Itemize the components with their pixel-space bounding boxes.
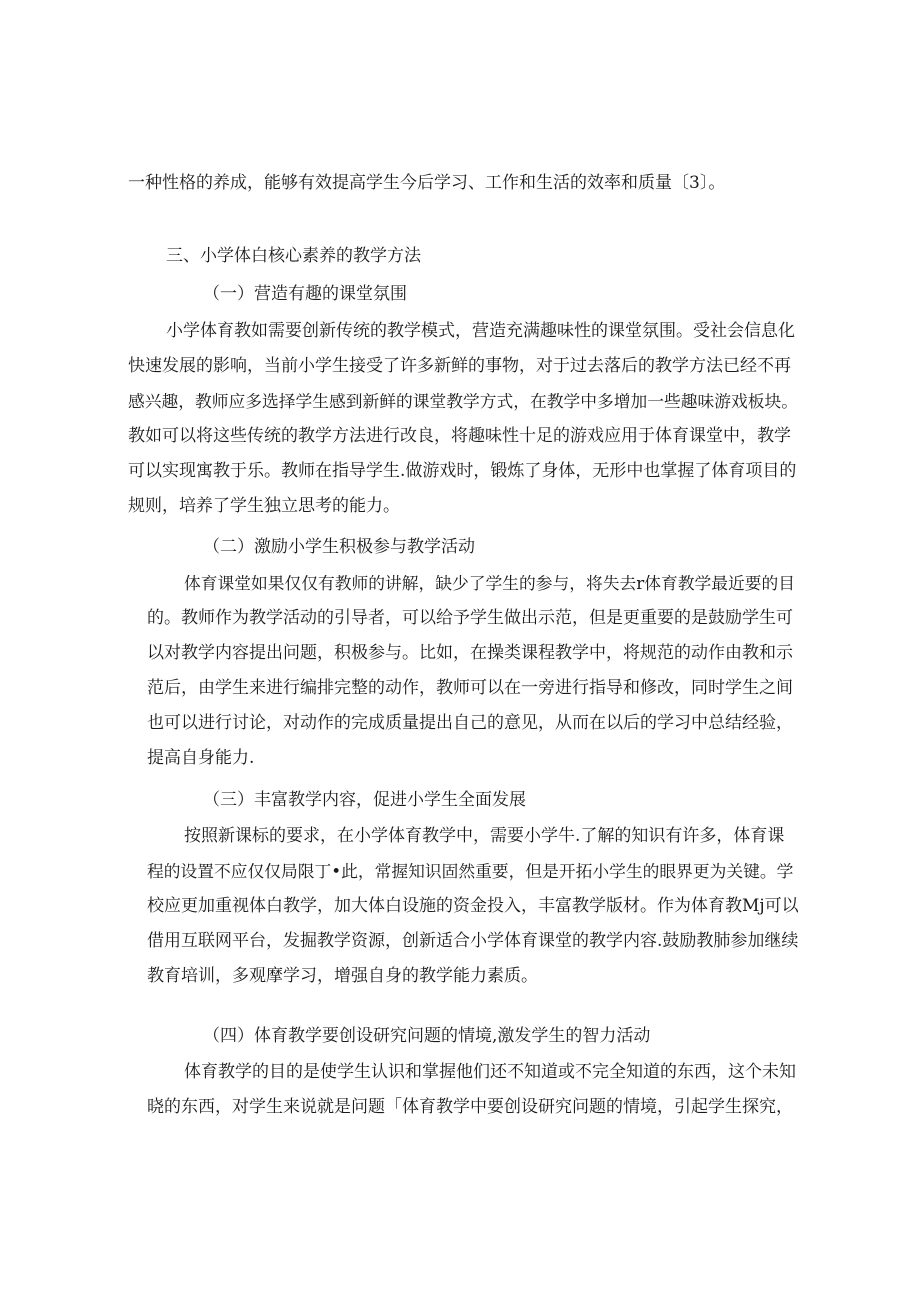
paragraph-line: 提高自身能力. [147,748,255,768]
paragraph-line: 感兴趣，教师应多选择学生感到新鲜的课堂教学方式，在教学中多增加一些趣味游戏板块。 [128,391,799,411]
paragraph-line: 规则，培养了学生独立思考的能力。 [128,496,400,516]
paragraph-line: 快速发展的影响，当前小学生接受了许多新鲜的事物，对于过去落后的教学方法已经不再 [128,356,791,376]
paragraph-line: 借用互联网平台，发掘教学资源，创新适合小学体育课堂的教学内容.鼓励教肺参加继续 [147,931,799,951]
paragraph-line: 范后，由学生来进行编排完整的动作，教师可以在一旁进行指导和修改，同时学生之间 [147,678,793,698]
paragraph-line: 校应更加重视体白教学，加大体白设施的资金投入，丰富教学版材。作为体育教Mj可以 [147,896,799,916]
subsection-heading: （二）激励小学生积极参与教学活动 [203,537,475,557]
paragraph-line: 小学体育教如需要创新传统的教学模式，营造充满趣味性的课堂氛围。受社会信息化 [166,321,795,341]
paragraph-line: 体育教学的目的是使学生认识和掌握他们还不知道或不完全知道的东西，这个未知 [184,1062,796,1082]
paragraph-line: 按照新课标的要求，在小学体育教学中，需要小学牛.了解的知识有许多，体育课 [184,826,785,846]
paragraph-line: 体育课堂如果仅仅有教师的讲解，缺少了学生的参与，将失去r体育教学最近要的目 [184,573,796,593]
paragraph-line: 晓的东西，对学生来说就是问题「体育教学中要创设研究问题的情境，引起学生探究， [147,1097,793,1117]
paragraph-line: 教如可以将这些传统的教学方法进行改良，将趣味性十足的游戏应用于体育课堂中，教学 [128,426,791,446]
paragraph-line: 的。教师作为教学活动的引导者，可以给予学生做出示范，但是更重要的是鼓励学生可 [147,608,793,628]
subsection-heading: （三）丰富教学内容，促进小学生全面发展 [203,790,526,810]
subsection-heading: （四）体育教学要创设研究问题的情境,激发学生的智力活动 [203,1026,651,1046]
paragraph-line: 以对教学内容提出问题，积极参与。比如，在操类课程教学中，将规范的动作由教和示 [147,643,793,663]
paragraph-line: 可以实现寓教于乐。教师在指导学生.做游戏时，锻炼了身体，无形中也掌握了体育项目的 [128,461,797,481]
paragraph-line: 也可以进行讨论，对动作的完成质量提出自己的意见，从而在以后的学习中总结经验， [147,713,793,733]
paragraph-line: 教育培训，多观摩学习，增强自身的教学能力素质。 [147,966,538,986]
paragraph-line: 程的设置不应仅仅局限丁•此，常握知识固然重要，但是开拓小学生的眼界更为关键。学 [147,861,794,881]
subsection-heading: （一）营造有趣的课堂氛围 [203,284,407,304]
section-heading: 三、小学体白核心素养的教学方法 [166,246,421,266]
paragraph-line: 一种性格的养成，能够有效提高学生今后学习、工作和生活的效率和质量〔3〕。 [128,173,726,193]
